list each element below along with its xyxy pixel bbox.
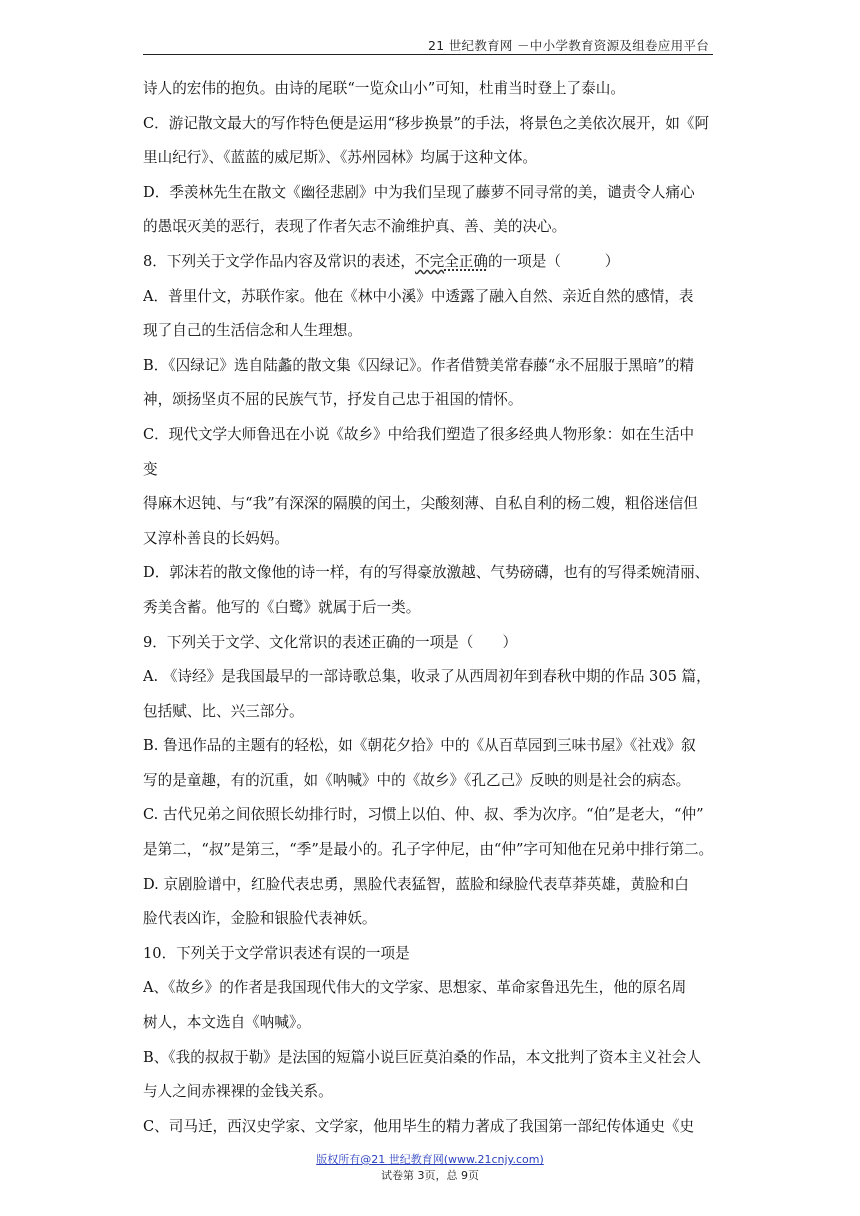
text-line: 秀美含蓄。他写的《白鹭》就属于后一类。: [143, 598, 421, 616]
page-header: [143, 34, 713, 55]
text-line: 树人，本文选自《呐喊》。: [143, 1014, 311, 1032]
text-line: 诗人的宏伟的抱负。由诗的尾联“一览众山小”可知，杜甫当时登上了泰山。: [143, 80, 625, 97]
question-10-stem: 10．下列关于文学常识表述有误的一项是: [143, 944, 410, 962]
text-line: 变: [143, 460, 158, 478]
text-line: D．郭沫若的散文像他的诗一样，有的写得豪放激越、气势磅礴，也有的写得柔婉清丽、: [143, 564, 710, 582]
question-9-stem: 9．下列关于文学、文化常识的表述正确的一项是（ ）: [143, 633, 518, 651]
text-line: B. 鲁迅作品的主题有的轻松，如《朝花夕拾》中的《从百草园到三味书屋》《社戏》叙: [143, 737, 696, 755]
text-line: A、《故乡》的作者是我国现代伟大的文学家、思想家、革命家鲁迅先生，他的原名周: [143, 979, 687, 997]
text-line: C、司马迁，西汉史学家、文学家，他用毕生的精力著成了我国第一部纪传体通史《史: [143, 1117, 695, 1135]
text-line: C. 古代兄弟之间依照长幼排行时，习惯上以伯、仲、叔、季为次序。“伯”是老大，“仲”: [143, 806, 704, 824]
question-8-emphasis-dotted: 全正确: [444, 252, 488, 270]
question-8-suffix: 的一项是（ ）: [487, 252, 620, 270]
text-line: 与人之间赤裸裸的金钱关系。: [143, 1083, 333, 1101]
text-line: 现了自己的生活信念和人生理想。: [143, 322, 362, 340]
text-line: A．普里什文，苏联作家。他在《林中小溪》中透露了融入自然、亲近自然的感情，表: [143, 287, 694, 305]
text-line: 脸代表凶诈，金脸和银脸代表神妖。: [143, 910, 377, 928]
text-line: B．《囚绿记》选自陆蠡的散文集《囚绿记》。作者借赞美常春藤“永不屈服于黑暗”的精: [143, 356, 695, 374]
header-title: 21 世纪教育网 －中小学教育资源及组卷应用平台: [427, 38, 709, 53]
question-8-emphasis-wavy: 不完: [414, 252, 445, 270]
document-body: [143, 72, 717, 1144]
text-line: C．现代文学大师鲁迅在小说《故乡》中给我们塑造了很多经典人物形象：如在生活中: [143, 425, 695, 443]
text-line: D．季羡林先生在散文《幽径悲剧》中为我们呈现了藤萝不同寻常的美，谴责令人痛心: [143, 183, 695, 201]
copyright-link[interactable]: 版权所有@21 世纪教育网(www.21cnjy.com): [316, 1153, 544, 1166]
text-line: B、《我的叔叔于勒》是法国的短篇小说巨匠莫泊桑的作品，本文批判了资本主义社会人: [143, 1048, 701, 1066]
text-line: 神，颂扬坚贞不屈的民族气节，抒发自己忠于祖国的情怀。: [143, 391, 523, 409]
text-line: 里山纪行》、《蓝蓝的威尼斯》、《苏州园林》均属于这种文体。: [143, 149, 538, 167]
text-line: 得麻木迟钝、与“我”有深深的隔膜的闰土，尖酸刻薄、自私自利的杨二嫂，粗俗迷信但: [143, 495, 698, 513]
text-line: 是第二，“叔”是第三，“季”是最小的。孔子字仲尼，由“仲”字可知他在兄弟中排行第二。: [143, 841, 714, 859]
text-line: 写的是童趣，有的沉重，如《呐喊》中的《故乡》《孔乙己》反映的则是社会的病态。: [143, 771, 691, 789]
question-8-prefix: 8．下列关于文学作品内容及常识的表述，: [143, 252, 415, 270]
text-line: 的愚氓灭美的恶行，表现了作者矢志不渝维护真、善、美的决心。: [143, 218, 567, 236]
page-number: 试卷第 3页，总 9页: [381, 1169, 479, 1182]
text-line: C．游记散文最大的写作特色便是运用“移步换景”的手法，将景色之美依次展开，如《阿: [143, 114, 710, 132]
text-line: D. 京剧脸谱中，红脸代表忠勇，黑脸代表猛智，蓝脸和绿脸代表草莽英雄，黄脸和白: [143, 875, 689, 893]
text-line: A. 《诗经》是我国最早的一部诗歌总集，收录了从西周初年到春秋中期的作品 305 篇，: [143, 668, 711, 686]
question-8-stem: [143, 245, 717, 280]
text-line: 包括赋、比、兴三部分。: [143, 702, 304, 720]
text-line: 又淳朴善良的长妈妈。: [143, 529, 289, 547]
